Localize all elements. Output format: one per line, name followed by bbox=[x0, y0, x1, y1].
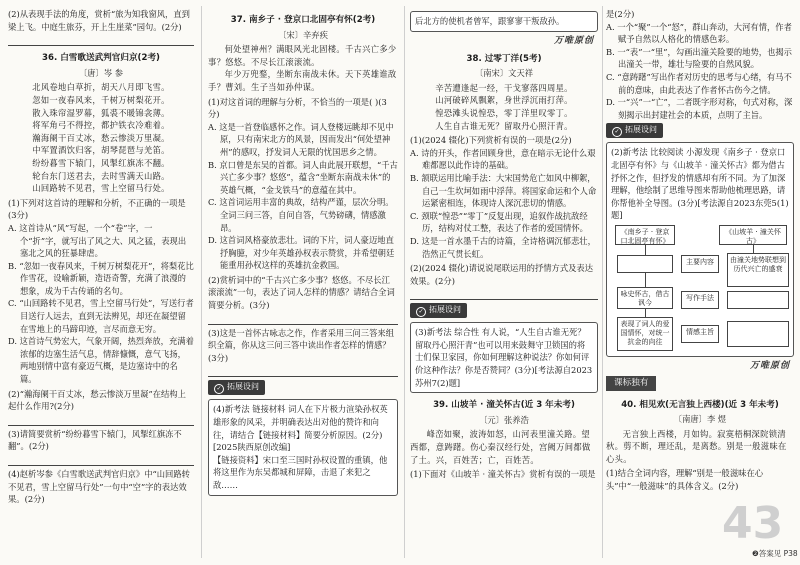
link-material: 【链接资料】宋口至三国时孙权设置的重镇，他将这里作为东吴都城和屏障，击退了来犯之敌…… bbox=[213, 454, 388, 490]
option-b[interactable]: B. 一“表”一“里”，勾画出潼关险要的地势，也揭示出潼关一带，雄壮与险要的自然风貌。 bbox=[606, 46, 792, 70]
poem-line: 山回路转不见君，雪上空留马行处。 bbox=[32, 183, 170, 194]
column-3 bbox=[410, 8, 598, 481]
column-4 bbox=[606, 8, 794, 493]
poem-line: 轮台东门送君去，去时雪满天山路。 bbox=[32, 170, 170, 181]
q36-1-stem: (1)下列对这首诗的理解和分析，不正确的一项是(3分) bbox=[8, 197, 186, 221]
extension-question-tag bbox=[410, 303, 467, 318]
option-a[interactable]: A. 这首诗从“风”写起，一个“卷”字，一个“折”字，就写出了风之大、风之猛，表现出塞北之风的狂暴肆虐。 bbox=[8, 222, 187, 259]
question-2-text: (2)从表现手法的角度，赏析“旅为知我窗风，直到梁上飞。中庭生旅芬，开上生崖菜”园句。(2分) bbox=[8, 9, 190, 32]
ext-label: 拓展设问 bbox=[227, 382, 259, 392]
q36-2-stem: (2)“瀚海阑干百丈冰，愁云惨淡万里凝”在结构上起什么作用?(2分) bbox=[8, 388, 186, 412]
poem-line: 将军角弓不得控，都护铁衣冷难着。 bbox=[32, 120, 170, 131]
poem-line: 山河破碎风飘絮，身世浮沉雨打萍。 bbox=[435, 95, 573, 106]
q39-2-stem: (2)新考法 比较阅读 小源发现《南乡子 · 登京口北固亭有怀》与《山坡羊 · 潼关怀古》都为借古抒怀之作，但抒发的情感却有所不同。为了加深理解，他绘制了思维导图来帮助他梳理思路，请你帮他补全导图。(3分)[考法源自2023东莞5(1)题] bbox=[611, 147, 789, 221]
option-a[interactable]: A. 这是一首登临感怀之作。词人登楼远眺却不见中原，只有南宋北方的风景，因而发出“何处望神州”的感叹，抒发词人无限的忧国思乡之情。 bbox=[208, 121, 394, 157]
poem-line: 瀚海阑干百丈冰，愁云惨淡万里凝。 bbox=[32, 132, 170, 143]
poem-line: 忽如一夜春风来，千树万树梨花开。 bbox=[32, 94, 170, 105]
answer-line[interactable] bbox=[208, 365, 398, 377]
poem-line: 人生自古谁无死？留取丹心照汗青。 bbox=[435, 120, 573, 131]
continued-stem: 是(2分) bbox=[606, 9, 635, 19]
answer-line[interactable] bbox=[8, 454, 194, 466]
answer-line[interactable] bbox=[8, 414, 194, 426]
option-c[interactable]: C. 颈联“惶恐”“零丁”反复出现，追叙作战抗敌经历，结构对仗工整，表达了作者的爱国情怀。 bbox=[410, 210, 588, 234]
right-title-box: 《山坡羊 · 潼关怀古》 bbox=[719, 225, 787, 245]
answer-line[interactable] bbox=[410, 288, 598, 300]
logo-row bbox=[410, 35, 598, 47]
q38-author: 〔南宋〕文天祥 bbox=[474, 68, 534, 79]
option-b[interactable]: B. 颔联运用比喻手法：大宋国势危亡如风中柳絮，自己一生坎坷如雨中浮萍。将国家命运和个人命运紧密相连，体现诗人深沉悲切的情感。 bbox=[410, 172, 597, 209]
answer-line[interactable] bbox=[8, 34, 194, 46]
q38-1-stem: (1)(2024 辍化)下列赏析有误的一项是(2分) bbox=[410, 135, 572, 146]
q37-poem-part-2: 年少万兜鍪，坐断东南战未休。天下英雄谁敌手？曹刘。生子当如孙仲谋。 bbox=[208, 69, 397, 92]
poem-line: 北风卷地白草折，胡天八月即飞雪。 bbox=[32, 82, 170, 93]
option-d[interactable]: D. 这首诗气势宏大，气象开阔，热烈奔放，充满着浓郁的边塞生活气息，情辞慷慨，意气飞扬，两地别情中富有豪迈气概，是边塞诗中的名篇。 bbox=[8, 336, 194, 385]
option-d[interactable]: D. 这首词风格豪放悲壮。词的下片，词人豪迈地直抒胸臆，对少年英雄孙权表示赞赏，并希望朝廷能重用孙权这样的英雄抗金救国。 bbox=[208, 235, 395, 271]
poem-line: 惶恐滩头说惶恐，零丁洋里叹零丁。 bbox=[435, 107, 573, 118]
q37-1-stem: (1)对这首词的理解与分析，不恰当的一项是( )(3分) bbox=[208, 96, 387, 120]
column-divider bbox=[602, 6, 603, 558]
q39-title: 39. 山坡羊 · 潼关怀古(近 3 年未考) bbox=[433, 400, 575, 411]
option-c[interactable]: C. “山回路转不见君，雪上空留马行处”，写送行者目送行人远去，直到无法辨见，却还在凝望留在雪地上的马蹄印迹，言尽而意无穷。 bbox=[8, 298, 194, 334]
column-divider bbox=[201, 6, 202, 558]
poem-line: 散入珠帘湿罗幕，狐裘不暖锦衾薄。 bbox=[32, 107, 170, 118]
q38-2-stem: (2)(2024 辍化)请说说尾联运用的抒情方式及表达效果。(2分) bbox=[410, 263, 594, 286]
q37-title: 37. 南乡子 · 登京口北固亭有怀(2考) bbox=[230, 15, 376, 25]
poem-line: 纷纷暮雪下辕门，风掣红旗冻不翻。 bbox=[32, 157, 170, 168]
option-c[interactable]: C. “意踌躇”写出作者对历史的思考与心绪，有马不前的意味，由此表达了作者怀古伤今之情。 bbox=[606, 71, 792, 95]
q38-3-stem: (3)新考法 综合性 有人说，“人生自古谁无死？留取丹心照汗青”也可以用来鼓舞守卫锁国的将士们保卫家园，你如何理解这种说法？你如何评价这种作法？你是否赞同？(3分)[考法源自2023苏州7(2)题] bbox=[415, 327, 593, 388]
poem-line: 辛苦遭逢起一经，干戈寥落四周星。 bbox=[435, 82, 573, 93]
answer-reference: ❷答案见 P38 bbox=[752, 549, 798, 558]
q37-4-box bbox=[208, 399, 398, 495]
q38-3-box bbox=[410, 322, 598, 393]
q40-1-stem: (1)结合全词内容，理解“别是一般滋味在心头”中“一般滋味”的具体含义。(2分) bbox=[606, 468, 764, 492]
check-icon: ✓ bbox=[612, 127, 622, 137]
row-1-label: 主要内容 bbox=[681, 255, 719, 273]
q37-4-stem: (4)新考法 链接材料 词人在下片极力渲染孙权英雄形象的风采，并明确表达出对他的赞许和向往，请结合【链接材料】简要分析原因。(2分)[2025陕西原创改编] bbox=[213, 404, 388, 453]
left-answer-box-1[interactable] bbox=[617, 255, 673, 273]
q36-title: 36. 白雪歌送武判官归京(2考) bbox=[42, 53, 160, 64]
option-b[interactable]: B. “忽如一夜春风来，千树万树梨花开”，将梨花比作雪花，设喻新颖，造语奇警，充满了浪漫的想象，成为千古传诵的名句。 bbox=[8, 260, 194, 296]
left-box-3: 表现了词人的爱国情怀，对统一抗金的向往 bbox=[617, 317, 673, 351]
option-a[interactable]: A. 诗的开头，作者回顾身世，意在暗示无论什么艰难都愿以此作诗的基础。 bbox=[410, 147, 596, 171]
page-number: 43 bbox=[722, 498, 784, 549]
poem-line: 中军置酒饮归客，胡琴琵琶与羌笛。 bbox=[32, 145, 170, 156]
section-bar: 课标独有 bbox=[606, 376, 656, 391]
q36-3-stem: (3)请简要赏析“纷纷暮雪下辕门，风掣红旗冻不翻”。(2分) bbox=[8, 428, 182, 452]
right-answer-box-3[interactable] bbox=[727, 321, 789, 347]
logo-row bbox=[606, 360, 794, 372]
left-title-box: 《南乡子 · 登京口北固亭有怀》 bbox=[615, 225, 675, 245]
q36-author: 〔唐〕岑 参 bbox=[78, 67, 124, 78]
connector bbox=[753, 245, 754, 253]
column-divider bbox=[404, 6, 405, 558]
q39-1-stem: (1)下面对《山坡羊 · 潼关怀古》赏析有误的一项是 bbox=[410, 469, 596, 480]
row-3-label: 情感主旨 bbox=[681, 325, 719, 343]
check-icon: ✓ bbox=[214, 384, 224, 394]
option-c[interactable]: C. 这首词运用丰富的典故，结构严谨，层次分明。全词三问三答，自问自答，气势磅礴，情感激昂。 bbox=[208, 197, 394, 233]
answer-line[interactable] bbox=[208, 313, 398, 325]
q36-4-stem: (4)赵析岑参《白雪歌送武判官归京》中“山回路转不见君，雪上空留马行处”一句中“空”字的表达效果。(2分) bbox=[8, 469, 190, 505]
q37-author: 〔宋〕辛弃疾 bbox=[278, 29, 328, 40]
option-d[interactable]: D. 一“兴”一“亡”，二者既字形对称，句式对称，深刻揭示出封建社会的本质，点明了主旨。 bbox=[606, 97, 793, 120]
right-box-1: 由潼关地势联想到历代兴亡的盛衰 bbox=[727, 253, 789, 287]
column-2 bbox=[208, 8, 398, 499]
q40-author: 〔南唐〕李 煜 bbox=[673, 414, 727, 425]
continued-text: 后北方的使机者曾军，跟寥寥干叛敌孙。 bbox=[415, 16, 565, 26]
extension-question-tag bbox=[606, 123, 663, 138]
q38-title: 38. 过零丁洋(5考) bbox=[466, 53, 542, 64]
q37-2-stem: (2)赏析词中的“千古兴亡多少事？悠悠。不尽长江滚滚流”一句，表达了词人怎样的情感？请结合全词简要分析。(3分) bbox=[208, 274, 395, 311]
row-2-label: 写作手法 bbox=[681, 291, 719, 309]
q40-title: 40. 相见欢(无言独上西楼)(近 3 年未考) bbox=[621, 399, 779, 410]
q36-poem bbox=[8, 81, 194, 194]
q38-poem bbox=[410, 82, 598, 132]
q39-author: 〔元〕张养浩 bbox=[479, 414, 529, 425]
ext-label: 拓展设问 bbox=[625, 125, 657, 135]
option-b[interactable]: B. 京口曾是东吴的首都。词人由此展开联想，“千古兴亡多少事？悠悠”，蕴含“坐断东南战未休”的英雄气概，“金戈铁马”的意蕴在其中。 bbox=[208, 159, 398, 195]
q39-2-box bbox=[606, 142, 794, 357]
brand-logo: 万唯原创 bbox=[749, 360, 790, 371]
q40-poem: 无言独上西楼，月如钩。寂寞梧桐深院锁清秋。剪不断，理还乱，是离愁。别是一般滋味在心头。 bbox=[606, 428, 787, 464]
option-d[interactable]: D. 这是一首水墨千古的诗篇，全诗格调沉郁悲壮，浩然正气贯长虹。 bbox=[410, 235, 596, 259]
check-icon: ✓ bbox=[416, 307, 426, 317]
q37-3-stem: (3)这是一首怀古咏志之作，作者采用三问三答来组织全篇，你从这三问三答中读出作者怎样的情感？(3分) bbox=[208, 327, 394, 363]
continued-box bbox=[410, 11, 598, 32]
q37-poem-part-1: 何处望神州？满眼风光北固楼。千古兴亡多少事？悠悠。不尽长江滚滚流。 bbox=[208, 44, 397, 67]
q39-poem: 峰峦如聚，波涛如怒，山河表里潼关路。望西都，意踌躇。伤心秦汉经行处，宫阙万间都做了土。兴，百姓苦；亡，百姓苦。 bbox=[410, 429, 591, 465]
ext-label: 拓展设问 bbox=[429, 305, 461, 315]
left-box-2: 咏史怀古，借古讽今 bbox=[617, 287, 673, 309]
column-1 bbox=[8, 8, 194, 506]
option-a[interactable]: A. 一个“聚”一个“怒”，群山奔动，大河有情，作者赋予自然以人格化的情感色彩。 bbox=[606, 21, 792, 45]
mind-map bbox=[611, 225, 789, 353]
brand-logo: 万唯原创 bbox=[553, 35, 594, 46]
right-answer-box-2[interactable] bbox=[727, 291, 789, 309]
extension-question-tag bbox=[208, 380, 265, 395]
